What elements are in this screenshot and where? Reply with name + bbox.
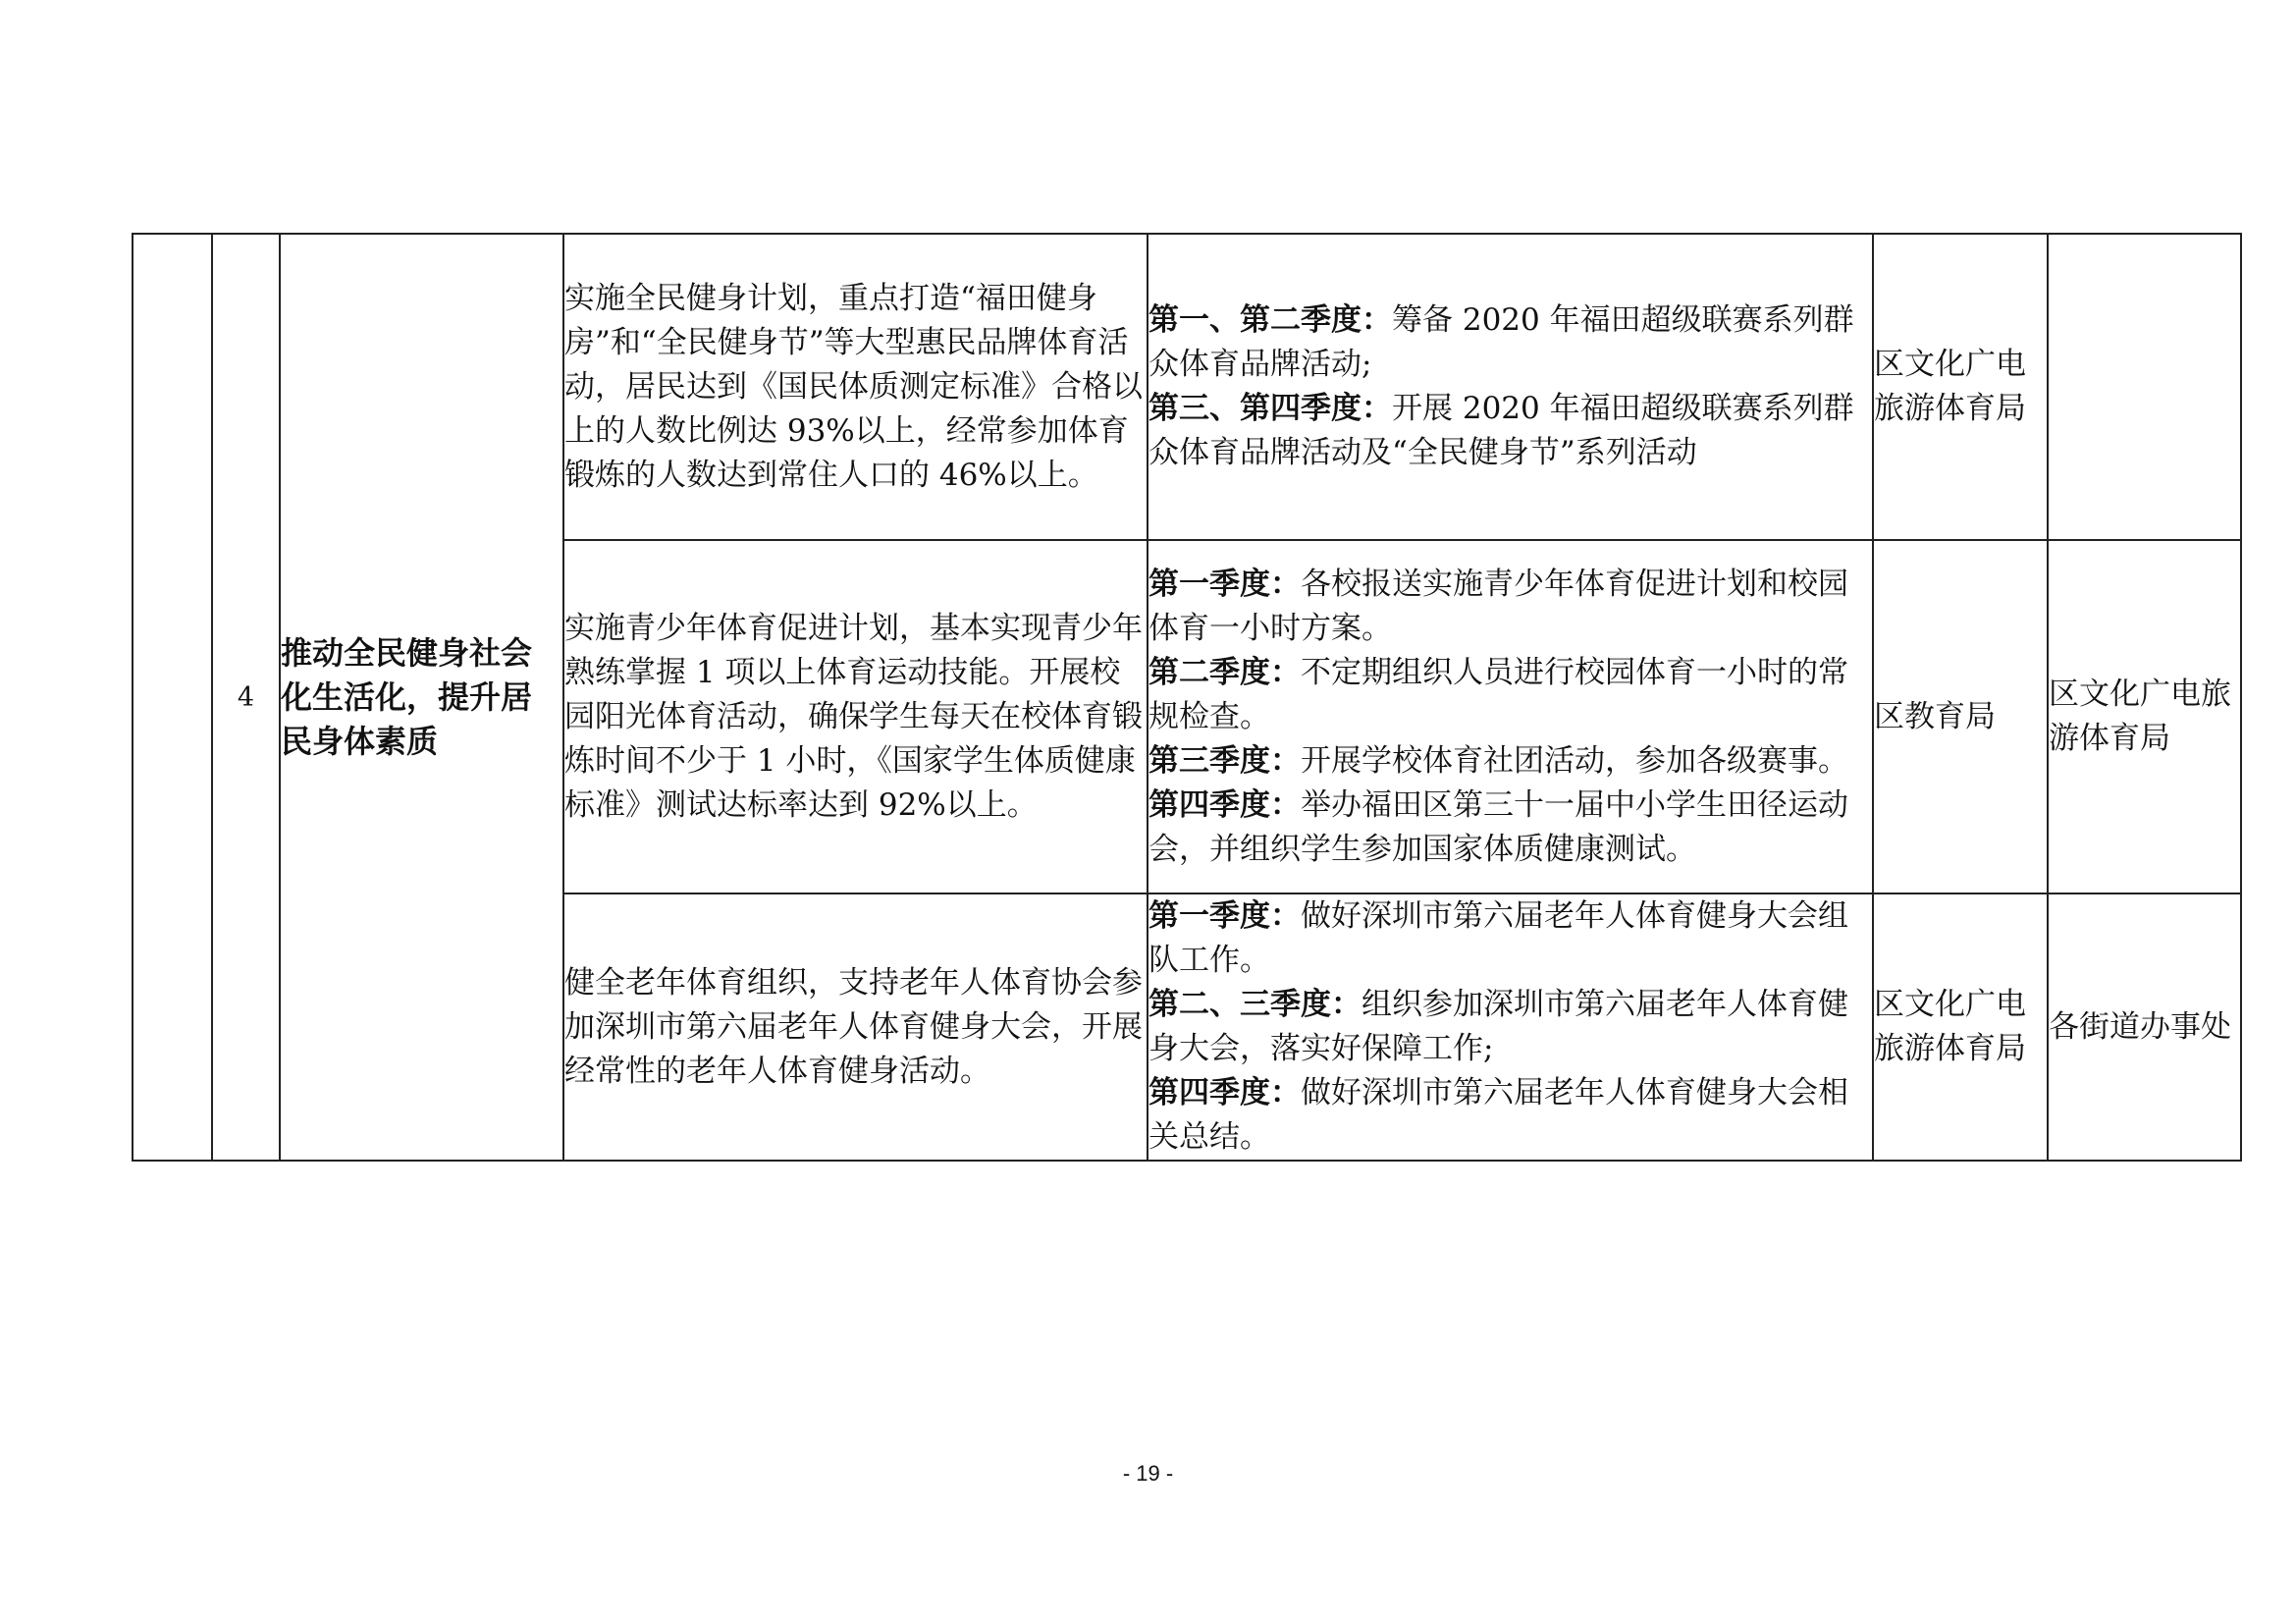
quarter-label: 第四季度：	[1148, 786, 1301, 823]
schedule-item	[1148, 651, 1872, 739]
quarter-label: 第四季度：	[1148, 1075, 1301, 1110]
schedule-item	[1148, 298, 1872, 387]
schedule-text: 开展 2020 年福田超级联赛系列群众体育品牌活动及“全民健身节”系列活动	[1148, 391, 1854, 470]
goal-text: 实施全民健身计划，重点打造“福田健身房”和“全民健身节”等大型惠民品牌体育活动，居民达到《国民体质测定标准》合格以上的人数比例达 93%以上，经常参加体育锻炼的人数达到常住人口的 46%以上。	[564, 280, 1143, 493]
quarter-label: 第一季度：	[1148, 566, 1301, 602]
schedule-item	[1148, 1071, 1872, 1160]
cooperating-unit: 区文化广电旅游体育局	[2049, 677, 2231, 756]
schedule-text: 做好深圳市第六届老年人体育健身大会组队工作。	[1148, 898, 1848, 978]
schedule-item	[1148, 563, 1872, 651]
lead-unit: 区文化广电旅游体育局	[1874, 987, 2026, 1066]
work-plan-table	[132, 233, 2242, 1162]
schedule-item	[1148, 983, 1872, 1071]
row-number-cell	[212, 234, 280, 1161]
category-cell	[133, 234, 212, 1161]
schedule-cell	[1148, 540, 1873, 893]
schedule-item	[1148, 387, 1872, 475]
schedule-item	[1148, 739, 1872, 784]
goal-text: 实施青少年体育促进计划，基本实现青少年熟练掌握 1 项以上体育运动技能。开展校园阳光体育活动，确保学生每天在校体育锻炼时间不少于 1 小时，《国家学生体质健康标准》测试达标率达到 92%以上。	[564, 610, 1143, 823]
row-number: 4	[237, 681, 255, 713]
schedule-item	[1148, 894, 1872, 983]
cooperating-unit-cell	[2048, 234, 2241, 540]
lead-unit-cell	[1873, 893, 2048, 1161]
schedule-text: 做好深圳市第六届老年人体育健身大会相关总结。	[1148, 1075, 1848, 1155]
goal-cell	[563, 893, 1148, 1161]
schedule-cell	[1148, 893, 1873, 1161]
schedule-text: 不定期组织人员进行校园体育一小时的常规检查。	[1148, 654, 1848, 734]
goal-text: 健全老年体育组织，支持老年人体育协会参加深圳市第六届老年人体育健身大会，开展经常性的老年人体育健身活动。	[564, 964, 1143, 1089]
lead-unit: 区教育局	[1874, 698, 1996, 734]
quarter-label: 第三、第四季度：	[1148, 391, 1392, 426]
goal-cell	[563, 234, 1148, 540]
schedule-text: 各校报送实施青少年体育促进计划和校园体育一小时方案。	[1148, 566, 1848, 646]
schedule-cell	[1148, 234, 1873, 540]
schedule-text: 筹备 2020 年福田超级联赛系列群众体育品牌活动;	[1148, 302, 1854, 382]
cooperating-unit-cell	[2048, 540, 2241, 893]
quarter-label: 第一、第二季度：	[1148, 302, 1392, 338]
page-number: - 19 -	[1122, 1461, 1174, 1486]
quarter-label: 第二、三季度：	[1148, 987, 1362, 1022]
lead-unit: 区文化广电旅游体育局	[1874, 347, 2026, 426]
cooperating-unit: 各街道办事处	[2049, 1008, 2231, 1045]
quarter-label: 第三季度：	[1148, 742, 1301, 779]
task-cell	[280, 234, 563, 1161]
quarter-label: 第二季度：	[1148, 654, 1301, 690]
schedule-text: 举办福田区第三十一届中小学生田径运动会，并组织学生参加国家体质健康测试。	[1148, 786, 1848, 867]
quarter-label: 第一季度：	[1148, 898, 1301, 934]
schedule-text: 组织参加深圳市第六届老年人体育健身大会，落实好保障工作;	[1148, 987, 1848, 1066]
lead-unit-cell	[1873, 234, 2048, 540]
goal-cell	[563, 540, 1148, 893]
task-title: 推动全民健身社会化生活化，提升居民身体素质	[281, 633, 533, 760]
schedule-text: 开展学校体育社团活动，参加各级赛事。	[1301, 742, 1848, 779]
table-row	[133, 234, 2241, 540]
cooperating-unit-cell	[2048, 893, 2241, 1161]
lead-unit-cell	[1873, 540, 2048, 893]
schedule-item	[1148, 784, 1872, 872]
